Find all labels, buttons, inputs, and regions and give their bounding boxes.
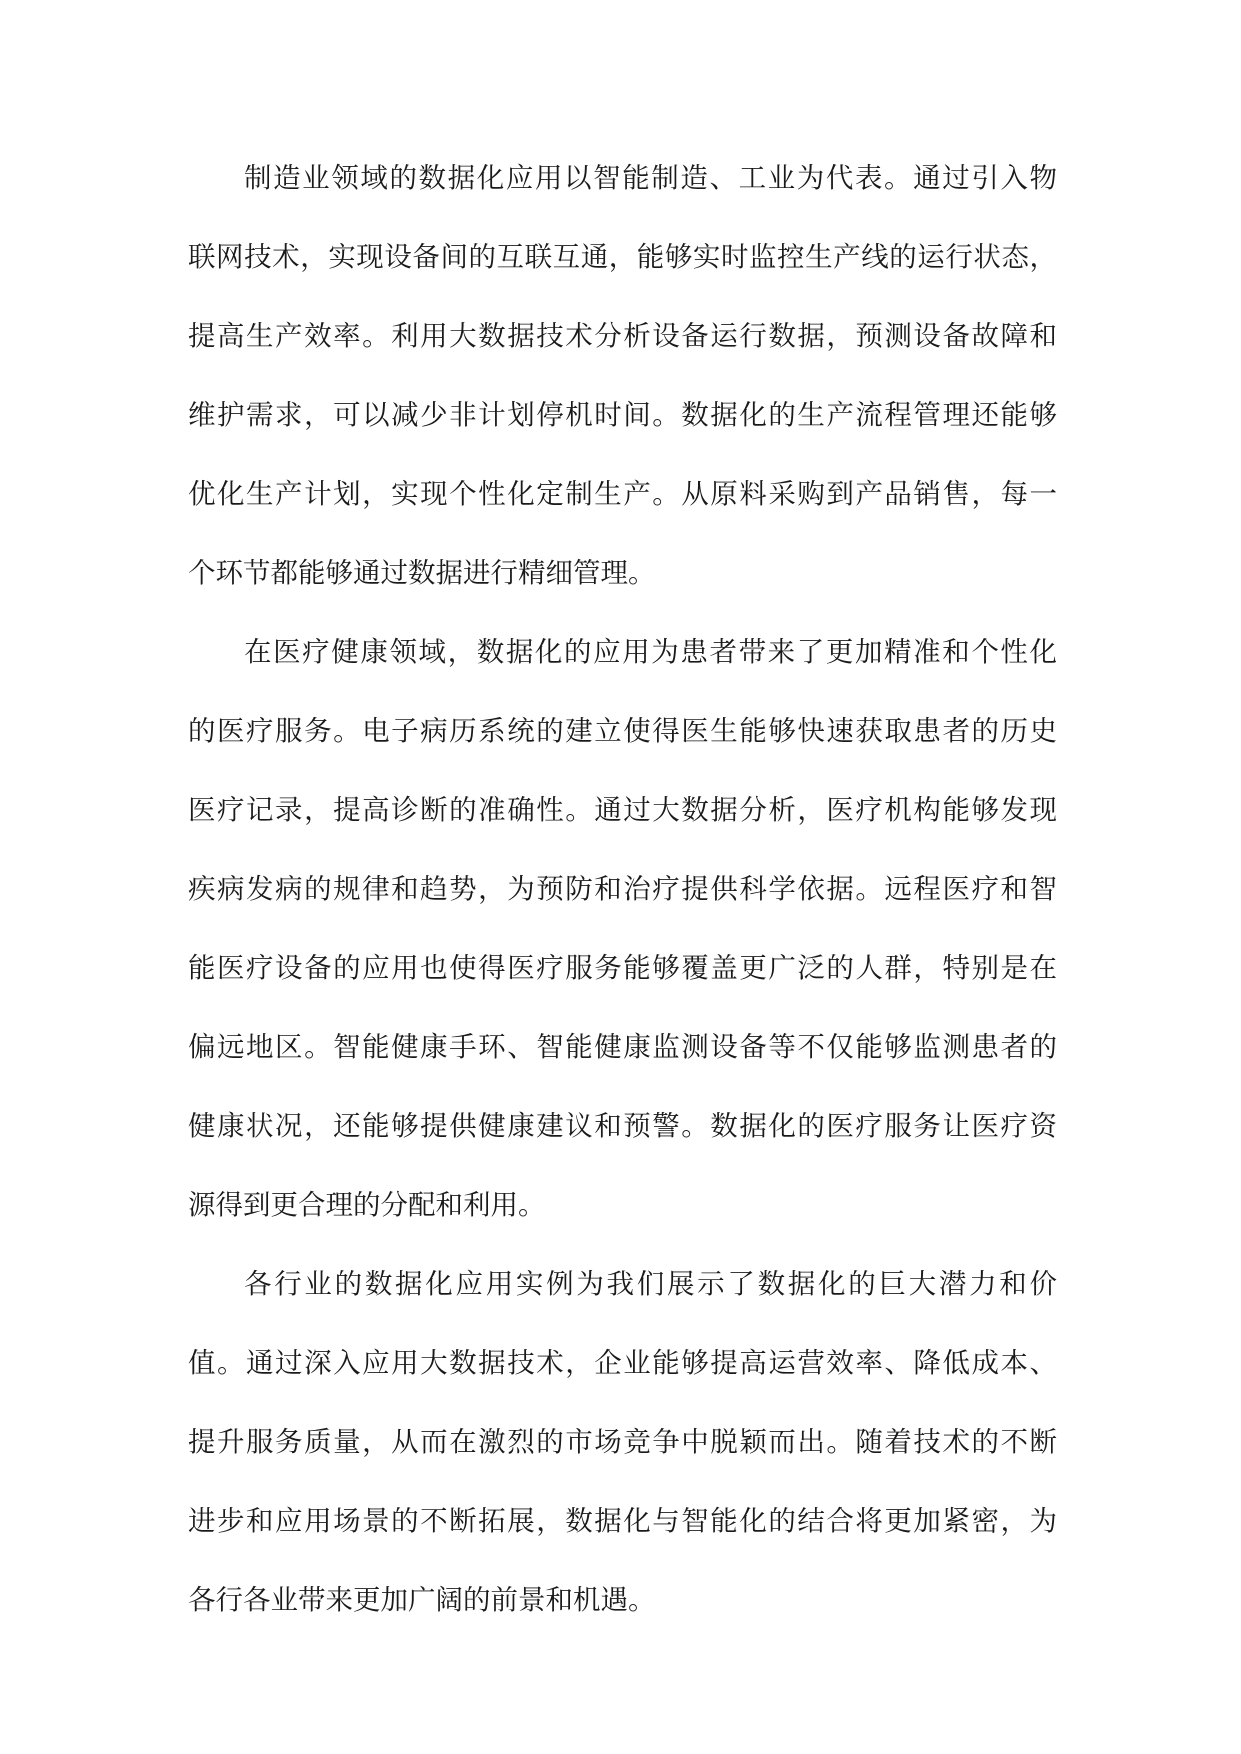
paragraph-manufacturing: [188, 139, 1057, 613]
text-line: 制造业领域的数据化应用以智能制造、工业为代表。通过引入物: [244, 162, 1057, 194]
text-line: 各行业的数据化应用实例为我们展示了数据化的巨大潜力和价: [244, 1268, 1057, 1300]
text-line: 疾病发病的规律和趋势，为预防和治疗提供科学依据。远程医疗和智: [188, 873, 1057, 905]
paragraph-healthcare: [188, 613, 1057, 1245]
document-body: [188, 139, 1057, 1640]
text-line: 提高生产效率。利用大数据技术分析设备运行数据，预测设备故障和: [188, 320, 1057, 352]
text-line: 的医疗服务。电子病历系统的建立使得医生能够快速获取患者的历史: [188, 715, 1057, 747]
text-line: 优化生产计划，实现个性化定制生产。从原料采购到产品销售，每一: [188, 478, 1057, 510]
text-line: 维护需求，可以减少非计划停机时间。数据化的生产流程管理还能够: [188, 399, 1057, 431]
text-line: 源得到更合理的分配和利用。: [188, 1189, 546, 1221]
text-line: 联网技术，实现设备间的互联互通，能够实时监控生产线的运行状态，: [188, 241, 1057, 273]
paragraph-conclusion: [188, 1245, 1057, 1640]
text-line: 在医疗健康领域，数据化的应用为患者带来了更加精准和个性化: [244, 636, 1057, 668]
text-line: 值。通过深入应用大数据技术，企业能够提高运营效率、降低成本、: [188, 1347, 1057, 1379]
text-line: 偏远地区。智能健康手环、智能健康监测设备等不仅能够监测患者的: [188, 1031, 1057, 1063]
text-line: 能医疗设备的应用也使得医疗服务能够覆盖更广泛的人群，特别是在: [188, 952, 1057, 984]
text-line: 提升服务质量，从而在激烈的市场竞争中脱颖而出。随着技术的不断: [188, 1426, 1057, 1458]
text-line: 个环节都能够通过数据进行精细管理。: [188, 557, 656, 589]
text-line: 进步和应用场景的不断拓展，数据化与智能化的结合将更加紧密，为: [188, 1505, 1057, 1537]
text-line: 医疗记录，提高诊断的准确性。通过大数据分析，医疗机构能够发现: [188, 794, 1057, 826]
text-line: 健康状况，还能够提供健康建议和预警。数据化的医疗服务让医疗资: [188, 1110, 1057, 1142]
text-line: 各行各业带来更加广阔的前景和机遇。: [188, 1584, 656, 1616]
